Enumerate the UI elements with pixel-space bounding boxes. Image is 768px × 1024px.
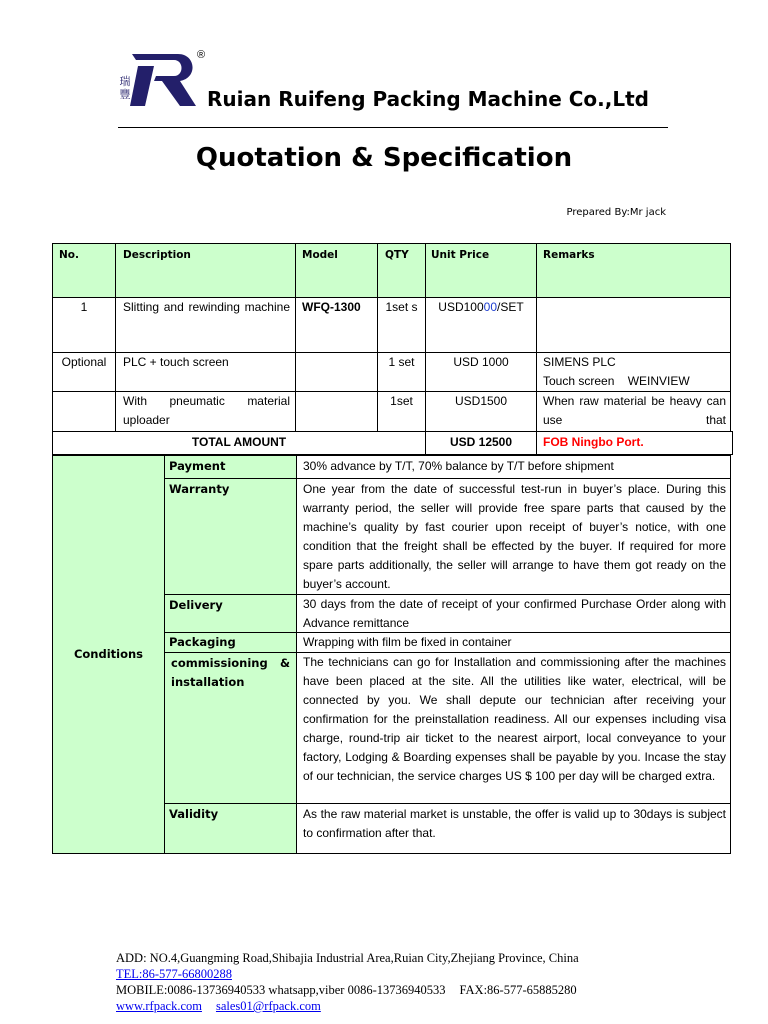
condition-label: Validity [164,803,297,854]
page-title: Quotation & Specification [195,143,573,173]
col-header-model: Model [295,243,378,298]
row-qty: 1set s [377,297,426,353]
footer-fax: FAX:86-577-65885280 [459,983,577,997]
row-description: Slitting and rewinding machine [115,297,296,353]
row-remarks [536,297,731,353]
col-header-unit-price: Unit Price [425,243,537,298]
total-terms: FOB Ningbo Port. [536,431,733,455]
conditions-label: Conditions [52,455,165,854]
col-header-remarks: Remarks [536,243,731,298]
col-header-no: No. [52,243,116,298]
row-qty: 1 set [377,352,426,392]
row-remarks: SIMENS PLC Touch screen WEINVIEW [536,352,731,392]
condition-label: Warranty [164,478,297,595]
prepared-by: Prepared By:Mr jack [566,207,666,218]
row-model [295,391,378,432]
row-model: WFQ-1300 [295,297,378,353]
row-no: Optional [52,352,116,392]
row-unit-price: USD1500 [425,391,537,432]
col-header-qty: QTY [377,243,426,298]
condition-text: One year from the date of successful test-run in buyer’s place. During this warranty period, the seller will provide free spare parts that caused by the machine’s quality by fast courier upon receipt of buyer’s notice, with one condition that the freight shall be effected by the buyer. If required for more spare parts additionally, the seller will arrange to have them got ready on the buyer’s account. [296,478,731,595]
footer-website-link[interactable]: www.rfpack.com [116,999,202,1013]
footer-address: ADD: NO.4,Guangming Road,Shibajia Industrial Area,Ruian City,Zhejiang Province, China [116,951,579,965]
condition-label: Delivery [164,594,297,633]
condition-text: 30% advance by T/T, 70% balance by T/T before shipment [296,455,731,479]
condition-label: Packaging [164,632,297,653]
row-qty: 1set [377,391,426,432]
condition-text: As the raw material market is unstable, the offer is valid up to 30days is subject to confirmation after that. [296,803,731,854]
condition-label: Payment [164,455,297,479]
registered-mark: ® [197,49,206,61]
total-amount: USD 12500 [425,431,537,455]
footer-tel-link[interactable]: TEL:86-577-66800288 [116,967,232,981]
col-header-description: Description [115,243,296,298]
condition-text: Wrapping with film be fixed in container [296,632,731,653]
footer-mobile: MOBILE:0086-13736940533 whatsapp,viber 0086-13736940533 [116,983,446,997]
row-unit-price: USD 1000 [425,352,537,392]
footer-email-link[interactable]: sales01@rfpack.com [215,999,321,1013]
row-no: 1 [52,297,116,353]
total-label: TOTAL AMOUNT [52,431,426,455]
row-no [52,391,116,432]
logo-chinese-mark: 瑞 豐 [119,75,131,101]
company-name: Ruian Ruifeng Packing Machine Co.,Ltd [207,87,649,111]
row-remarks: When raw material be heavy can use that [536,391,731,432]
condition-label: commissioning & installation [164,652,297,804]
footer-contact [116,950,579,1014]
condition-text: The technicians can go for Installation and commissioning after the machines have been placed at the site. All the utilities like water, electrical, will be connected by you. We shall depute our technician after receiving your confirmation for the preinstallation readiness. All our expenses including visa charge, round-trip air ticket to the nearest airport, local conveyance to your factory, Lodging & Boarding expenses shall be payable by you. Incase the stay of our technician, the service charges US $ 100 per day will be charged extra. [296,652,731,804]
header-divider [118,127,668,128]
row-unit-price: USD10000/SET [425,297,537,353]
row-model [295,352,378,392]
condition-text: 30 days from the date of receipt of your confirmed Purchase Order along with Advance remittance [296,594,731,633]
row-description: PLC + touch screen [115,352,296,392]
row-description: With pneumatic material uploader [115,391,296,432]
